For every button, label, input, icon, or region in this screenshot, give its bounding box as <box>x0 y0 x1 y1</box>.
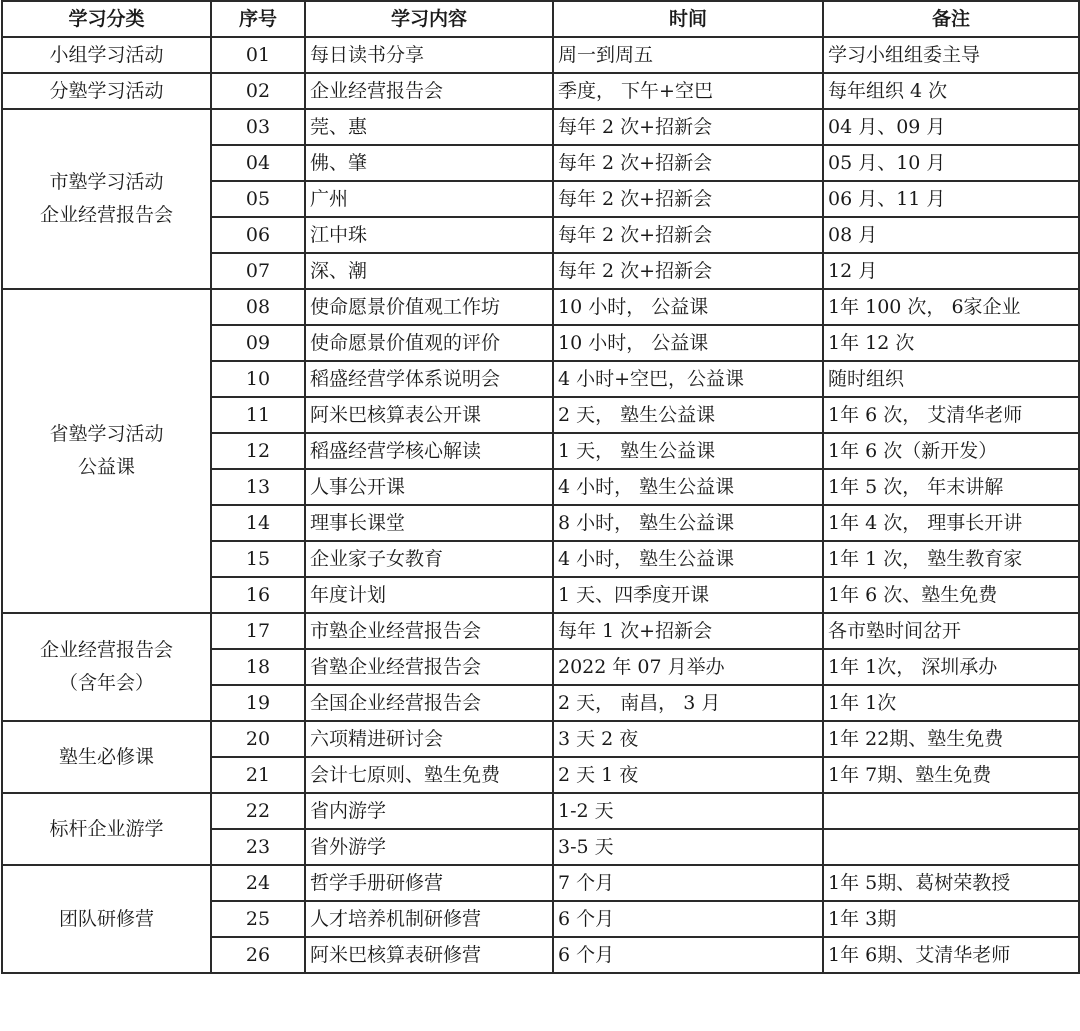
table-header-row <box>2 1 1079 37</box>
time-cell: 每年 2 次+招新会 <box>553 181 823 217</box>
note-cell: 1年 100 次， 6家企业 <box>823 289 1079 325</box>
time-cell: 周一到周五 <box>553 37 823 73</box>
category-label: 团队研修营 <box>58 907 154 930</box>
note-cell: 1年 22期、塾生免费 <box>823 721 1079 757</box>
row-number-cell: 06 <box>211 217 305 253</box>
table-row <box>2 37 1079 73</box>
note-cell: 随时组织 <box>823 361 1079 397</box>
time-cell: 10 小时， 公益课 <box>553 289 823 325</box>
row-number-cell: 07 <box>211 253 305 289</box>
note-cell: 1年 6 次， 艾清华老师 <box>823 397 1079 433</box>
header-time: 时间 <box>553 1 823 37</box>
category-label: 省塾学习活动 <box>49 423 164 446</box>
note-cell: 1年 5 次， 年末讲解 <box>823 469 1079 505</box>
note-cell: 1年 5期、葛树荣教授 <box>823 865 1079 901</box>
category-label: 小组学习活动 <box>49 43 164 66</box>
row-number-cell: 19 <box>211 685 305 721</box>
content-cell: 省内游学 <box>305 793 553 829</box>
content-cell: 稻盛经营学体系说明会 <box>305 361 553 397</box>
row-number-cell: 20 <box>211 721 305 757</box>
content-cell: 哲学手册研修营 <box>305 865 553 901</box>
row-number-cell: 05 <box>211 181 305 217</box>
time-cell: 1-2 天 <box>553 793 823 829</box>
time-cell: 7 个月 <box>553 865 823 901</box>
note-cell <box>823 829 1079 865</box>
row-number-cell: 15 <box>211 541 305 577</box>
time-cell: 4 小时， 塾生公益课 <box>553 469 823 505</box>
category-cell <box>2 793 211 865</box>
category-label: 塾生必修课 <box>58 745 154 768</box>
content-cell: 六项精进研讨会 <box>305 721 553 757</box>
header-content: 学习内容 <box>305 1 553 37</box>
row-number-cell: 24 <box>211 865 305 901</box>
category-cell <box>2 109 211 289</box>
note-cell: 1年 1次， 深圳承办 <box>823 649 1079 685</box>
time-cell: 每年 2 次+招新会 <box>553 109 823 145</box>
row-number-cell: 13 <box>211 469 305 505</box>
row-number-cell: 22 <box>211 793 305 829</box>
note-cell: 1年 1 次， 塾生教育家 <box>823 541 1079 577</box>
row-number-cell: 21 <box>211 757 305 793</box>
note-cell: 每年组织 4 次 <box>823 73 1079 109</box>
category-label: 公益课 <box>77 456 135 478</box>
table-row <box>2 865 1079 901</box>
note-cell: 1年 6 次、塾生免费 <box>823 577 1079 613</box>
row-number-cell: 25 <box>211 901 305 937</box>
content-cell: 全国企业经营报告会 <box>305 685 553 721</box>
time-cell: 每年 2 次+招新会 <box>553 145 823 181</box>
content-cell: 企业经营报告会 <box>305 73 553 109</box>
content-cell: 深、潮 <box>305 253 553 289</box>
time-cell: 季度， 下午+空巴 <box>553 73 823 109</box>
category-label: 标杆企业游学 <box>49 817 164 840</box>
header-note: 备注 <box>823 1 1079 37</box>
time-cell: 4 小时， 塾生公益课 <box>553 541 823 577</box>
category-cell <box>2 721 211 793</box>
content-cell: 理事长课堂 <box>305 505 553 541</box>
category-cell <box>2 37 211 73</box>
study-schedule-table <box>1 0 1080 974</box>
note-cell: 05 月、10 月 <box>823 145 1079 181</box>
table-body <box>2 37 1079 973</box>
row-number-cell: 23 <box>211 829 305 865</box>
note-cell: 1年 4 次， 理事长开讲 <box>823 505 1079 541</box>
note-cell: 各市塾时间岔开 <box>823 613 1079 649</box>
note-cell: 1年 1次 <box>823 685 1079 721</box>
row-number-cell: 10 <box>211 361 305 397</box>
note-cell: 1年 6 次（新开发） <box>823 433 1079 469</box>
time-cell: 2 天， 南昌， 3 月 <box>553 685 823 721</box>
row-number-cell: 08 <box>211 289 305 325</box>
note-cell: 08 月 <box>823 217 1079 253</box>
time-cell: 3-5 天 <box>553 829 823 865</box>
row-number-cell: 11 <box>211 397 305 433</box>
row-number-cell: 04 <box>211 145 305 181</box>
note-cell: 1年 6期、艾清华老师 <box>823 937 1079 973</box>
note-cell: 1年 12 次 <box>823 325 1079 361</box>
category-label: 市塾学习活动 <box>49 171 164 194</box>
row-number-cell: 03 <box>211 109 305 145</box>
category-label: （含年会） <box>58 672 154 694</box>
time-cell: 1 天、四季度开课 <box>553 577 823 613</box>
row-number-cell: 18 <box>211 649 305 685</box>
content-cell: 市塾企业经营报告会 <box>305 613 553 649</box>
time-cell: 1 天， 塾生公益课 <box>553 433 823 469</box>
row-number-cell: 14 <box>211 505 305 541</box>
content-cell: 阿米巴核算表公开课 <box>305 397 553 433</box>
content-cell: 江中珠 <box>305 217 553 253</box>
table-row <box>2 793 1079 829</box>
row-number-cell: 16 <box>211 577 305 613</box>
table-row <box>2 613 1079 649</box>
note-cell: 04 月、09 月 <box>823 109 1079 145</box>
time-cell: 3 天 2 夜 <box>553 721 823 757</box>
time-cell: 8 小时， 塾生公益课 <box>553 505 823 541</box>
header-category: 学习分类 <box>2 1 211 37</box>
category-cell <box>2 73 211 109</box>
content-cell: 使命愿景价值观工作坊 <box>305 289 553 325</box>
row-number-cell: 09 <box>211 325 305 361</box>
content-cell: 人才培养机制研修营 <box>305 901 553 937</box>
table-row <box>2 721 1079 757</box>
content-cell: 每日读书分享 <box>305 37 553 73</box>
content-cell: 阿米巴核算表研修营 <box>305 937 553 973</box>
row-number-cell: 26 <box>211 937 305 973</box>
category-cell <box>2 613 211 721</box>
row-number-cell: 17 <box>211 613 305 649</box>
content-cell: 使命愿景价值观的评价 <box>305 325 553 361</box>
row-number-cell: 01 <box>211 37 305 73</box>
category-cell <box>2 865 211 973</box>
schedule-sheet <box>1 0 1078 974</box>
time-cell: 6 个月 <box>553 937 823 973</box>
category-label: 企业经营报告会 <box>39 204 173 226</box>
note-cell: 1年 3期 <box>823 901 1079 937</box>
time-cell: 2 天 1 夜 <box>553 757 823 793</box>
table-row <box>2 73 1079 109</box>
content-cell: 企业家子女教育 <box>305 541 553 577</box>
time-cell: 每年 2 次+招新会 <box>553 253 823 289</box>
note-cell: 1年 7期、塾生免费 <box>823 757 1079 793</box>
content-cell: 莞、惠 <box>305 109 553 145</box>
content-cell: 稻盛经营学核心解读 <box>305 433 553 469</box>
note-cell: 06 月、11 月 <box>823 181 1079 217</box>
time-cell: 10 小时， 公益课 <box>553 325 823 361</box>
time-cell: 2022 年 07 月举办 <box>553 649 823 685</box>
time-cell: 2 天， 塾生公益课 <box>553 397 823 433</box>
content-cell: 年度计划 <box>305 577 553 613</box>
time-cell: 4 小时+空巴，公益课 <box>553 361 823 397</box>
content-cell: 广州 <box>305 181 553 217</box>
content-cell: 会计七原则、塾生免费 <box>305 757 553 793</box>
time-cell: 6 个月 <box>553 901 823 937</box>
content-cell: 省塾企业经营报告会 <box>305 649 553 685</box>
category-label: 企业经营报告会 <box>39 639 173 662</box>
table-row <box>2 289 1079 325</box>
content-cell: 省外游学 <box>305 829 553 865</box>
category-label: 分塾学习活动 <box>49 79 164 102</box>
note-cell: 12 月 <box>823 253 1079 289</box>
time-cell: 每年 1 次+招新会 <box>553 613 823 649</box>
category-cell <box>2 289 211 613</box>
row-number-cell: 02 <box>211 73 305 109</box>
note-cell <box>823 793 1079 829</box>
content-cell: 佛、肇 <box>305 145 553 181</box>
header-number: 序号 <box>211 1 305 37</box>
time-cell: 每年 2 次+招新会 <box>553 217 823 253</box>
content-cell: 人事公开课 <box>305 469 553 505</box>
row-number-cell: 12 <box>211 433 305 469</box>
table-row <box>2 109 1079 145</box>
note-cell: 学习小组组委主导 <box>823 37 1079 73</box>
